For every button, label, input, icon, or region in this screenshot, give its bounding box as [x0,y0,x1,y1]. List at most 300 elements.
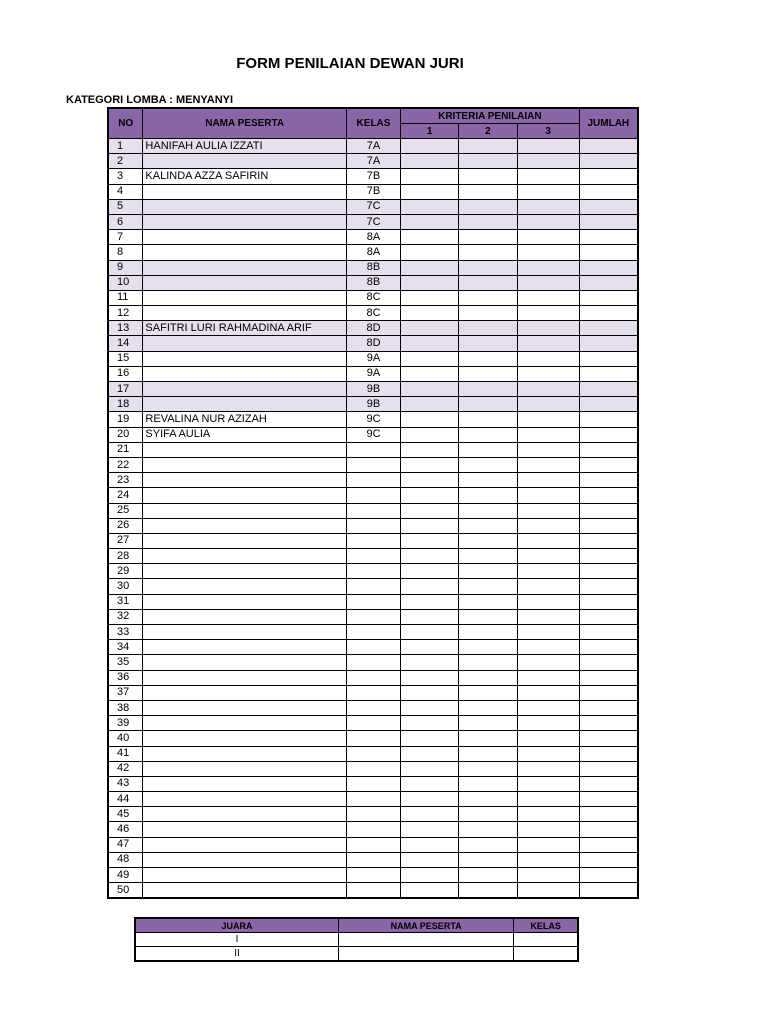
row-kriteria-1 [401,275,459,290]
row-kriteria-2 [459,549,517,564]
row-kriteria-1 [401,260,459,275]
row-kriteria-2 [459,716,517,731]
row-nama-peserta [143,852,347,867]
row-jumlah [579,731,638,746]
row-kriteria-3 [517,139,579,154]
row-kriteria-3 [517,154,579,169]
row-jumlah [579,609,638,624]
row-jumlah [579,442,638,457]
row-kriteria-2 [459,609,517,624]
table-row [108,442,638,457]
row-nama-peserta [143,609,347,624]
row-jumlah [579,549,638,564]
winners-table-body [135,933,578,962]
row-jumlah [579,214,638,229]
row-kriteria-1 [401,169,459,184]
table-row [108,366,638,381]
row-kelas: 9C [346,427,400,442]
row-no: 47 [108,837,143,852]
row-nama-peserta [143,275,347,290]
row-no: 41 [108,746,143,761]
table-row [108,807,638,822]
row-kelas [346,625,400,640]
row-kriteria-1 [401,457,459,472]
row-kriteria-3 [517,245,579,260]
row-kriteria-1 [401,397,459,412]
row-kriteria-2 [459,306,517,321]
row-kriteria-1 [401,549,459,564]
row-nama-peserta: SAFITRI LURI RAHMADINA ARIF [143,321,347,336]
row-kriteria-3 [517,792,579,807]
row-no: 50 [108,883,143,899]
row-kriteria-3 [517,457,579,472]
row-kriteria-3 [517,351,579,366]
row-kriteria-3 [517,640,579,655]
row-no: 42 [108,761,143,776]
row-no: 7 [108,230,143,245]
row-kriteria-3 [517,488,579,503]
row-kelas [346,685,400,700]
row-kriteria-3 [517,199,579,214]
row-kelas [346,746,400,761]
row-nama-peserta [143,230,347,245]
row-nama-peserta [143,366,347,381]
row-kriteria-3 [517,807,579,822]
table-row [108,533,638,548]
row-no: 30 [108,579,143,594]
row-jumlah [579,716,638,731]
row-kelas [346,837,400,852]
row-kelas: 7C [346,199,400,214]
row-nama-peserta [143,837,347,852]
table-row [108,868,638,883]
scoring-table-body [108,139,638,899]
row-kriteria-3 [517,230,579,245]
row-kriteria-3 [517,700,579,715]
table-row [108,382,638,397]
winner-place: II [135,947,338,962]
row-nama-peserta [143,761,347,776]
row-nama-peserta [143,640,347,655]
row-nama-peserta [143,199,347,214]
row-nama-peserta [143,822,347,837]
row-jumlah [579,852,638,867]
row-kriteria-1 [401,427,459,442]
winners-table [134,917,579,962]
header-kriteria-1: 1 [401,124,459,139]
row-no: 49 [108,868,143,883]
header-no: NO [108,108,143,139]
row-nama-peserta [143,579,347,594]
row-nama-peserta [143,457,347,472]
row-kriteria-1 [401,685,459,700]
table-row [108,184,638,199]
row-jumlah [579,518,638,533]
row-nama-peserta [143,564,347,579]
header-juara: JUARA [135,918,338,933]
row-kriteria-1 [401,640,459,655]
row-no: 43 [108,776,143,791]
row-kriteria-3 [517,382,579,397]
row-kriteria-1 [401,214,459,229]
row-no: 44 [108,792,143,807]
row-kriteria-1 [401,488,459,503]
row-no: 36 [108,670,143,685]
table-row [108,488,638,503]
row-kriteria-2 [459,655,517,670]
row-kriteria-1 [401,290,459,305]
row-kriteria-3 [517,625,579,640]
row-kelas [346,564,400,579]
winner-place: I [135,933,338,947]
row-kriteria-2 [459,822,517,837]
row-kriteria-2 [459,792,517,807]
row-nama-peserta: REVALINA NUR AZIZAH [143,412,347,427]
row-no: 34 [108,640,143,655]
row-no: 37 [108,685,143,700]
row-kriteria-3 [517,549,579,564]
row-kelas: 8C [346,290,400,305]
row-jumlah [579,640,638,655]
table-row [108,883,638,899]
row-kriteria-2 [459,336,517,351]
row-jumlah [579,655,638,670]
row-jumlah [579,533,638,548]
row-kriteria-3 [517,685,579,700]
row-kelas: 8A [346,245,400,260]
row-kriteria-2 [459,321,517,336]
row-kriteria-1 [401,336,459,351]
row-kelas [346,807,400,822]
row-kelas [346,655,400,670]
table-row [108,457,638,472]
row-nama-peserta [143,655,347,670]
row-kriteria-1 [401,625,459,640]
row-kriteria-3 [517,776,579,791]
scoring-table [107,107,639,899]
row-kelas: 8D [346,321,400,336]
row-jumlah [579,336,638,351]
row-no: 32 [108,609,143,624]
header-juara-nama-peserta: NAMA PESERTA [338,918,513,933]
row-kriteria-3 [517,731,579,746]
row-jumlah [579,594,638,609]
row-nama-peserta [143,336,347,351]
row-jumlah [579,306,638,321]
row-kriteria-2 [459,245,517,260]
row-kriteria-2 [459,700,517,715]
row-no: 25 [108,503,143,518]
row-kelas: 9C [346,412,400,427]
row-no: 21 [108,442,143,457]
row-kelas [346,883,400,899]
winner-kelas [514,947,578,962]
row-jumlah [579,245,638,260]
header-kriteria-2: 2 [459,124,517,139]
row-no: 16 [108,366,143,381]
row-kelas: 7A [346,139,400,154]
row-kriteria-2 [459,579,517,594]
row-nama-peserta: KALINDA AZZA SAFIRIN [143,169,347,184]
row-no: 14 [108,336,143,351]
row-kriteria-3 [517,473,579,488]
row-jumlah [579,382,638,397]
table-row [108,321,638,336]
header-jumlah: JUMLAH [579,108,638,139]
row-kriteria-1 [401,868,459,883]
row-kriteria-2 [459,184,517,199]
row-nama-peserta [143,184,347,199]
table-row [108,473,638,488]
row-kelas: 8A [346,230,400,245]
table-row [108,746,638,761]
row-kriteria-1 [401,670,459,685]
row-kriteria-1 [401,412,459,427]
row-kriteria-1 [401,655,459,670]
table-row [108,549,638,564]
row-kelas [346,716,400,731]
row-kelas [346,533,400,548]
row-kelas: 9B [346,397,400,412]
row-kriteria-3 [517,366,579,381]
row-kriteria-3 [517,716,579,731]
row-no: 26 [108,518,143,533]
row-nama-peserta [143,670,347,685]
row-jumlah [579,670,638,685]
row-kriteria-2 [459,412,517,427]
row-kriteria-1 [401,442,459,457]
row-kelas: 9A [346,351,400,366]
row-jumlah [579,792,638,807]
row-kriteria-2 [459,640,517,655]
row-kriteria-1 [401,382,459,397]
row-kriteria-3 [517,761,579,776]
table-row [108,230,638,245]
row-no: 8 [108,245,143,260]
row-nama-peserta [143,807,347,822]
row-kelas: 8B [346,275,400,290]
table-row [108,199,638,214]
table-row [108,214,638,229]
table-row [108,822,638,837]
row-kriteria-2 [459,397,517,412]
row-nama-peserta [143,625,347,640]
row-kriteria-3 [517,609,579,624]
row-kriteria-3 [517,427,579,442]
table-row [108,412,638,427]
row-jumlah [579,154,638,169]
table-row [108,564,638,579]
form-title: FORM PENILAIAN DEWAN JURI [236,55,464,72]
row-kriteria-2 [459,868,517,883]
row-nama-peserta [143,716,347,731]
row-kriteria-1 [401,776,459,791]
row-jumlah [579,427,638,442]
table-row [108,837,638,852]
row-no: 33 [108,625,143,640]
row-nama-peserta [143,306,347,321]
row-no: 28 [108,549,143,564]
row-no: 19 [108,412,143,427]
row-kriteria-1 [401,822,459,837]
row-kelas: 7B [346,169,400,184]
row-jumlah [579,685,638,700]
row-kriteria-2 [459,503,517,518]
row-kriteria-1 [401,746,459,761]
row-kelas: 7B [346,184,400,199]
row-kriteria-3 [517,822,579,837]
row-kriteria-1 [401,761,459,776]
row-no: 2 [108,154,143,169]
row-nama-peserta [143,397,347,412]
row-nama-peserta [143,776,347,791]
table-row [108,761,638,776]
row-kriteria-2 [459,807,517,822]
table-row [108,336,638,351]
row-no: 17 [108,382,143,397]
row-kelas [346,549,400,564]
row-kriteria-1 [401,533,459,548]
row-kelas [346,792,400,807]
row-kelas [346,761,400,776]
row-kelas [346,868,400,883]
row-kriteria-3 [517,655,579,670]
row-nama-peserta [143,594,347,609]
winner-kelas [514,933,578,947]
row-kriteria-2 [459,442,517,457]
table-row [108,594,638,609]
row-no: 31 [108,594,143,609]
row-kriteria-1 [401,716,459,731]
row-no: 5 [108,199,143,214]
row-no: 45 [108,807,143,822]
row-kriteria-3 [517,852,579,867]
row-kriteria-1 [401,139,459,154]
row-kriteria-3 [517,594,579,609]
row-jumlah [579,746,638,761]
row-kelas: 7A [346,154,400,169]
row-kelas [346,640,400,655]
row-jumlah [579,366,638,381]
row-no: 20 [108,427,143,442]
row-kriteria-2 [459,366,517,381]
row-kriteria-3 [517,746,579,761]
row-no: 22 [108,457,143,472]
row-kriteria-2 [459,427,517,442]
row-jumlah [579,275,638,290]
row-jumlah [579,700,638,715]
row-nama-peserta [143,245,347,260]
row-kriteria-2 [459,154,517,169]
row-kriteria-2 [459,852,517,867]
row-kriteria-1 [401,473,459,488]
table-row [108,351,638,366]
row-jumlah [579,184,638,199]
row-kriteria-1 [401,321,459,336]
row-kriteria-3 [517,670,579,685]
row-kriteria-3 [517,883,579,899]
row-kelas [346,594,400,609]
row-kriteria-2 [459,761,517,776]
row-nama-peserta [143,792,347,807]
row-no: 29 [108,564,143,579]
row-no: 13 [108,321,143,336]
row-kriteria-1 [401,594,459,609]
row-kelas: 8B [346,260,400,275]
row-nama-peserta [143,473,347,488]
row-kriteria-3 [517,518,579,533]
row-kriteria-3 [517,837,579,852]
row-kriteria-1 [401,518,459,533]
header-juara-kelas: KELAS [514,918,578,933]
row-kriteria-2 [459,731,517,746]
row-kriteria-1 [401,579,459,594]
row-nama-peserta [143,883,347,899]
row-kriteria-1 [401,609,459,624]
table-row [108,290,638,305]
row-nama-peserta [143,518,347,533]
row-kriteria-2 [459,275,517,290]
row-no: 12 [108,306,143,321]
row-kriteria-1 [401,883,459,899]
row-jumlah [579,290,638,305]
row-kriteria-1 [401,154,459,169]
row-jumlah [579,776,638,791]
row-kriteria-1 [401,199,459,214]
row-kriteria-3 [517,503,579,518]
row-jumlah [579,169,638,184]
row-jumlah [579,503,638,518]
row-kriteria-2 [459,199,517,214]
row-kriteria-1 [401,366,459,381]
row-no: 24 [108,488,143,503]
row-kelas [346,488,400,503]
row-nama-peserta [143,351,347,366]
row-kriteria-2 [459,457,517,472]
row-kriteria-3 [517,214,579,229]
row-nama-peserta [143,700,347,715]
table-row [108,260,638,275]
row-no: 9 [108,260,143,275]
row-kriteria-2 [459,746,517,761]
table-row [108,427,638,442]
row-kelas [346,442,400,457]
winner-nama-peserta [338,933,513,947]
row-kriteria-3 [517,397,579,412]
row-kriteria-3 [517,290,579,305]
row-nama-peserta [143,685,347,700]
row-jumlah [579,397,638,412]
row-nama-peserta [143,731,347,746]
row-kriteria-2 [459,488,517,503]
table-row [108,397,638,412]
row-jumlah [579,488,638,503]
row-kriteria-1 [401,503,459,518]
row-nama-peserta [143,290,347,305]
row-no: 6 [108,214,143,229]
row-nama-peserta [143,214,347,229]
row-kriteria-2 [459,230,517,245]
row-nama-peserta [143,868,347,883]
row-kriteria-3 [517,275,579,290]
row-jumlah [579,837,638,852]
row-nama-peserta [143,746,347,761]
row-kriteria-3 [517,564,579,579]
row-nama-peserta [143,488,347,503]
row-kriteria-3 [517,868,579,883]
row-no: 4 [108,184,143,199]
row-kriteria-3 [517,533,579,548]
